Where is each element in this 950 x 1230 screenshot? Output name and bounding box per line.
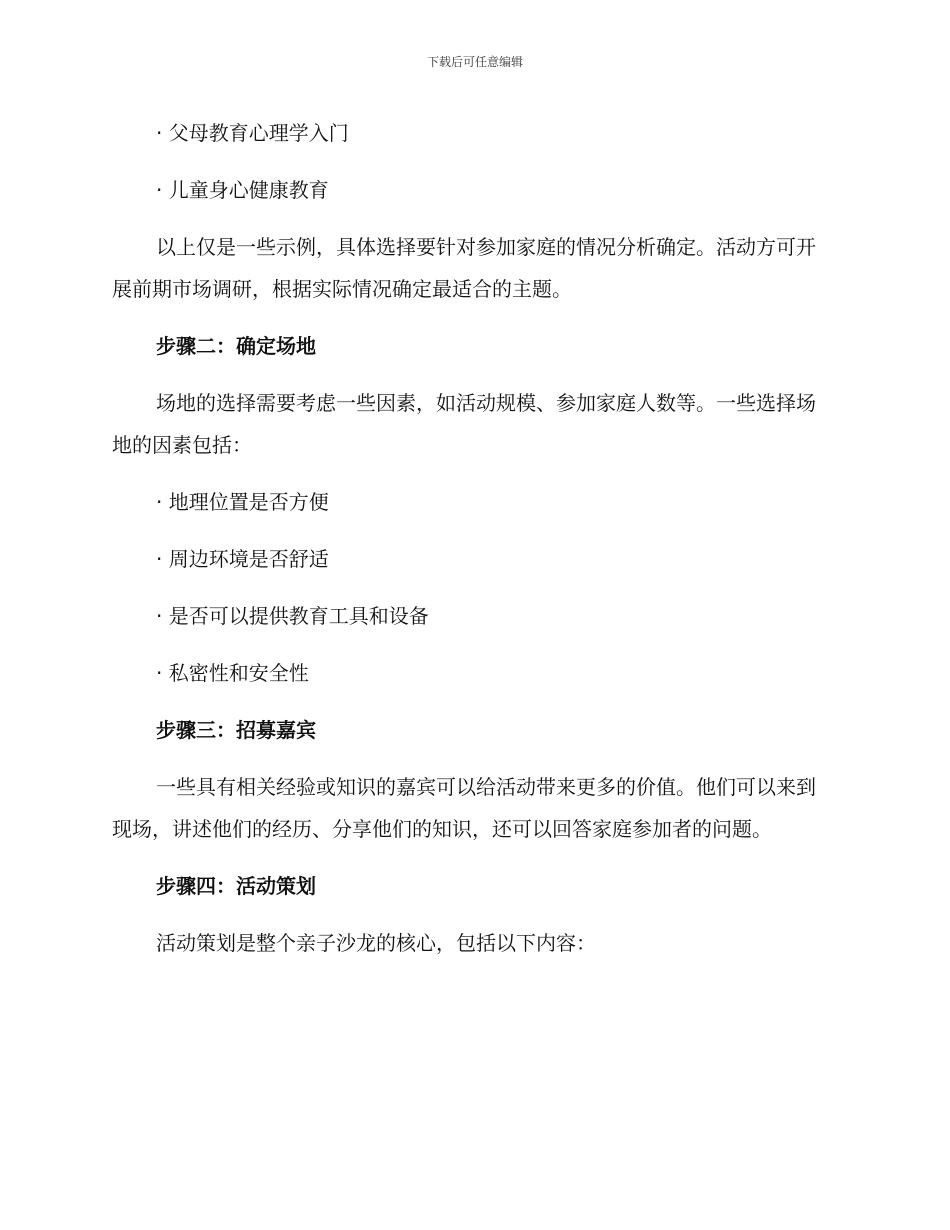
document-body [112,112,832,979]
bullet-item: · 是否可以提供教育工具和设备 [156,604,429,628]
bullet-item: · 私密性和安全性 [156,661,309,685]
section-heading: 步骤二：确定场地 [156,334,316,358]
paragraph: 一些具有相关经验或知识的嘉宾可以给活动带来更多的价值。他们可以来到现场，讲述他们的经历、分享他们的知识，还可以回答家庭参加者的问题。 [112,775,816,841]
section-heading: 步骤四：活动策划 [156,874,316,898]
paragraph: 以上仅是一些示例，具体选择要针对参加家庭的情况分析确定。活动方可开展前期市场调研，根据实际情况确定最适合的主题。 [112,235,816,301]
bullet-item: · 地理位置是否方便 [156,490,329,514]
page-header: 下载后可任意编辑 [426,55,523,69]
bullet-item: · 周边环境是否舒适 [156,547,329,571]
bullet-item: · 父母教育心理学入门 [156,121,349,145]
paragraph: 活动策划是整个亲子沙龙的核心，包括以下内容： [156,931,596,955]
bullet-item: · 儿童身心健康教育 [156,178,329,202]
section-heading: 步骤三：招募嘉宾 [156,718,316,742]
paragraph: 场地的选择需要考虑一些因素，如活动规模、参加家庭人数等。一些选择场地的因素包括： [112,391,816,457]
